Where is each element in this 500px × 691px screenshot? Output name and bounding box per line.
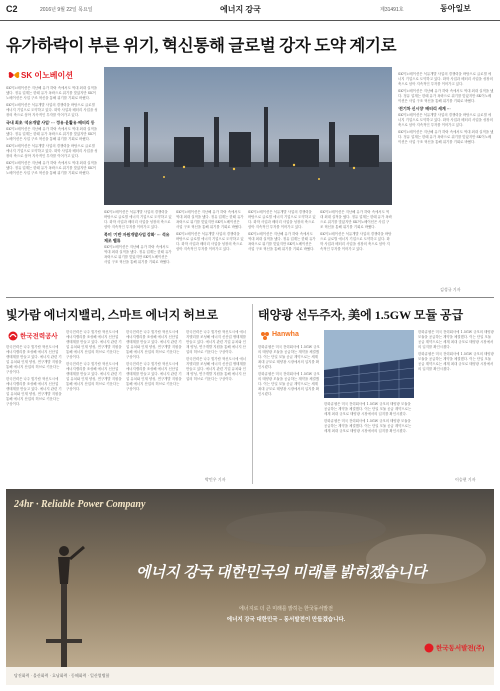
sk-column-mid-3 <box>248 210 316 290</box>
page-header <box>0 0 500 21</box>
sk-subhead-2: 북미 '기반 자원개발사업 강화' ··· 석유 제조 벨류 <box>104 232 170 243</box>
sk-butterfly-icon <box>8 70 20 80</box>
sk-subhead-1: 국내 최초 '석유개발 사업' ··· 정유·윤활유·배터리 등 <box>6 120 95 125</box>
kepco-body-1b: 한국전력은 나주 빛가람 혁신도시에 에너지밸리를 조성해 에너지 신산업 생태계를 만들고 있다. 에너지 관련 기업 유치와 인재 양성, 연구개발 지원을 통해 에너지 산업의 허브로 키운다는 구상이다. <box>6 377 62 406</box>
sk-body-right-4: SK이노베이션은 지난해 유가 하락 속에서도 역대 최대 실적을 냈다. 정유 업계는 한때 유가 폭락으로 위기를 맞았지만 SK이노베이션은 사업 구조 혁신을 통해 위기를 기회로 바꿨다. <box>398 130 494 144</box>
sk-byline: 김성규 기자 <box>440 287 461 292</box>
solar-headline: 태양광 선두주자, 美에 1.5GW 모듈 공급 <box>258 308 464 322</box>
sk-body-left-5: SK이노베이션은 지난해 유가 하락 속에서도 역대 최대 실적을 냈다. 정유 업계는 한때 유가 폭락으로 위기를 맞았지만 SK이노베이션은 사업 구조 혁신을 통해 위기를 기회로 바꿨다. <box>6 161 98 175</box>
solar-column-1 <box>258 345 320 480</box>
section-divider <box>6 297 494 298</box>
kepco-body-2b: 한국전력은 나주 빛가람 혁신도시에 에너지밸리를 조성해 에너지 신산업 생태계를 만들고 있다. 에너지 관련 기업 유치와 인재 양성, 연구개발 지원을 통해 에너지 산업의 허브로 키운다는 구상이다. <box>66 362 122 391</box>
column-divider <box>252 304 253 484</box>
sk-body-left-4: SK이노베이션은 석유개발 사업의 경쟁력을 바탕으로 글로벌 에너지 기업으로 도약하고 있다. 화학 사업과 배터리 사업을 성장의 축으로 삼아 지속적인 투자를 이어가고 있다. <box>6 144 98 158</box>
solar-body-1: 한화큐셀은 미국 전력회사에 1.5GW 규모의 태양광 모듈을 공급하는 계약을 체결했다. 이는 단일 모듈 공급 계약으로는 세계 최대 규모로 태양광 시장에서의 입지를 확인시켰다. <box>258 345 320 369</box>
solar-body-2: 한화큐셀은 미국 전력회사에 1.5GW 규모의 태양광 모듈을 공급하는 계약을 체결했다. 이는 단일 모듈 공급 계약으로는 세계 최대 규모로 태양광 시장에서의 입지를 확인시켰다. <box>324 402 412 416</box>
ad-background <box>6 489 494 685</box>
sk-body-mid-1b: SK이노베이션은 지난해 유가 하락 속에서도 역대 최대 실적을 냈다. 정유 업계는 한때 유가 폭락으로 위기를 맞았지만 SK이노베이션은 사업 구조 혁신을 통해 위기를 기회로 바꿨다. <box>104 245 172 264</box>
sk-body-mid-2: SK이노베이션은 지난해 유가 하락 속에서도 역대 최대 실적을 냈다. 정유 업계는 한때 유가 폭락으로 위기를 맞았지만 SK이노베이션은 사업 구조 혁신을 통해 위기를 기회로 바꿨다. <box>176 210 244 229</box>
sk-column-mid-1 <box>104 210 172 290</box>
kepco-column-2 <box>66 330 122 480</box>
sk-refinery-photo <box>104 67 392 205</box>
ad-copy-1: 에너지로 더 큰 미래를 밝히는 한국동서발전 <box>239 606 333 612</box>
ad-company-name: 한국동서발전(주) <box>436 645 485 652</box>
sk-body-right-2: SK이노베이션은 지난해 유가 하락 속에서도 역대 최대 실적을 냈다. 정유 업계는 한때 유가 폭락으로 위기를 맞았지만 SK이노베이션은 사업 구조 혁신을 통해 위기를 기회로 바꿨다. <box>398 89 494 103</box>
sk-body-mid-2b: SK이노베이션은 석유개발 사업의 경쟁력을 바탕으로 글로벌 에너지 기업으로 도약하고 있다. 화학 사업과 배터리 사업을 성장의 축으로 삼아 지속적인 투자를 이어가고 있다. <box>176 232 244 251</box>
hanwha-logo <box>260 330 320 342</box>
kepco-body-4b: 한국전력은 나주 빛가람 혁신도시에 에너지밸리를 조성해 에너지 신산업 생태계를 만들고 있다. 에너지 관련 기업 유치와 인재 양성, 연구개발 지원을 통해 에너지 산업의 허브로 키운다는 구상이다. <box>186 357 246 381</box>
kepco-body-3b: 한국전력은 나주 빛가람 혁신도시에 에너지밸리를 조성해 에너지 신산업 생태계를 만들고 있다. 에너지 관련 기업 유치와 인재 양성, 연구개발 지원을 통해 에너지 산업의 허브로 키운다는 구상이다. <box>126 362 182 391</box>
sk-body-left: SK이노베이션은 지난해 유가 하락 속에서도 역대 최대 실적을 냈다. 정유 업계는 한때 유가 폭락으로 위기를 맞았지만 SK이노베이션은 사업 구조 혁신을 통해 위기를 기회로 바꿨다. <box>6 86 98 100</box>
sk-body-left-3: SK이노베이션은 지난해 유가 하락 속에서도 역대 최대 실적을 냈다. 정유 업계는 한때 유가 폭락으로 위기를 맞았지만 SK이노베이션은 사업 구조 혁신을 통해 위기를 기회로 바꿨다. <box>6 127 98 141</box>
solar-byline: 이승현 기자 <box>455 477 476 482</box>
section-title: 에너지 강국 <box>220 5 261 14</box>
kepco-body-2: 한국전력은 나주 빛가람 혁신도시에 에너지밸리를 조성해 에너지 신산업 생태계를 만들고 있다. 에너지 관련 기업 유치와 인재 양성, 연구개발 지원을 통해 에너지 산업의 허브로 키운다는 구상이다. <box>66 330 122 359</box>
solar-column-3 <box>418 330 494 480</box>
sk-headline: 유가하락이 부른 위기, 혁신통해 글로벌 강자 도약 계기로 <box>6 36 397 55</box>
kepco-logo-text: 한국전력공사 <box>20 333 58 340</box>
kepco-logo-icon <box>8 331 18 341</box>
ad-copy-2: 에너지 강국 대한민국 – 동서발전이 만들겠습니다. <box>226 617 346 623</box>
solar-body-3: 한화큐셀은 미국 전력회사에 1.5GW 규모의 태양광 모듈을 공급하는 계약을 체결했다. 이는 단일 모듈 공급 계약으로는 세계 최대 규모로 태양광 시장에서의 입지를 확인시켰다. <box>418 330 494 349</box>
hanwha-logo-icon <box>260 331 270 341</box>
solar-body-2b: 한화큐셀은 미국 전력회사에 1.5GW 규모의 태양광 모듈을 공급하는 계약을 체결했다. 이는 단일 모듈 공급 계약으로는 세계 최대 규모로 태양광 시장에서의 입지를 확인시켰다. <box>324 419 412 433</box>
solar-panel-photo <box>324 330 414 398</box>
masthead: 동아일보 <box>440 4 471 13</box>
kepco-byline: 박민우 기자 <box>205 477 226 482</box>
ad-tagline: 24hr · Reliable Power Company <box>14 499 146 510</box>
kepco-column-3 <box>126 330 182 480</box>
kepco-headline: 빛가람 에너지밸리, 스마트 에너지 허브로 <box>6 308 219 322</box>
sk-logo-text: SK 이노베이션 <box>21 71 73 80</box>
sk-body-mid-3b: SK이노베이션은 지난해 유가 하락 속에서도 역대 최대 실적을 냈다. 정유 업계는 한때 유가 폭락으로 위기를 맞았지만 SK이노베이션은 사업 구조 혁신을 통해 위기를 기회로 바꿨다. <box>248 232 316 251</box>
sk-column-mid-4 <box>320 210 392 290</box>
sk-body-mid-4: SK이노베이션은 지난해 유가 하락 속에서도 역대 최대 실적을 냈다. 정유 업계는 한때 유가 폭락으로 위기를 맞았지만 SK이노베이션은 사업 구조 혁신을 통해 위기를 기회로 바꿨다. <box>320 210 392 229</box>
solar-body-1b: 한화큐셀은 미국 전력회사에 1.5GW 규모의 태양광 모듈을 공급하는 계약을 체결했다. 이는 단일 모듈 공급 계약으로는 세계 최대 규모로 태양광 시장에서의 입지를 확인시켰다. <box>258 372 320 396</box>
hanwha-logo-text: Hanwha <box>272 331 299 338</box>
sk-subhead-3: '전기차 신시장' 배터리 세계 ··· <box>398 106 451 111</box>
page-number: C2 <box>6 4 18 14</box>
sk-body-mid-4b: SK이노베이션은 석유개발 사업의 경쟁력을 바탕으로 글로벌 에너지 기업으로 도약하고 있다. 화학 사업과 배터리 사업을 성장의 축으로 삼아 지속적인 투자를 이어가고 있다. <box>320 232 392 251</box>
ad-slogan: 에너지 강국 대한민국의 미래를 밝히겠습니다 <box>136 565 427 581</box>
sk-body-right: SK이노베이션은 석유개발 사업의 경쟁력을 바탕으로 글로벌 에너지 기업으로 도약하고 있다. 화학 사업과 배터리 사업을 성장의 축으로 삼아 지속적인 투자를 이어가고 있다. <box>398 72 493 86</box>
sk-body-mid-1: SK이노베이션은 석유개발 사업의 경쟁력을 바탕으로 글로벌 에너지 기업으로 도약하고 있다. 화학 사업과 배터리 사업을 성장의 축으로 삼아 지속적인 투자를 이어가고 있다. <box>104 210 172 229</box>
sk-body-mid-3: SK이노베이션은 석유개발 사업의 경쟁력을 바탕으로 글로벌 에너지 기업으로 도약하고 있다. 화학 사업과 배터리 사업을 성장의 축으로 삼아 지속적인 투자를 이어가고 있다. <box>248 210 316 229</box>
advertisement <box>6 489 494 685</box>
sk-column-right <box>398 72 494 284</box>
ewp-logo-icon <box>424 643 434 653</box>
kepco-body-1: 한국전력은 나주 빛가람 혁신도시에 에너지밸리를 조성해 에너지 신산업 생태계를 만들고 있다. 에너지 관련 기업 유치와 인재 양성, 연구개발 지원을 통해 에너지 산업의 허브로 키운다는 구상이다. <box>6 345 62 374</box>
ad-footer: 당진화력 · 울산화력 · 호남화력 · 동해화력 · 일산열병합 <box>14 673 110 678</box>
solar-column-2 <box>324 402 414 480</box>
sk-body-left-2: SK이노베이션은 석유개발 사업의 경쟁력을 바탕으로 글로벌 에너지 기업으로 도약하고 있다. 화학 사업과 배터리 사업을 성장의 축으로 삼아 지속적인 투자를 이어가고 있다. <box>6 103 98 117</box>
issue-date: 2016년 9월 22일 목요일 <box>40 7 93 13</box>
solar-body-3b: 한화큐셀은 미국 전력회사에 1.5GW 규모의 태양광 모듈을 공급하는 계약을 체결했다. 이는 단일 모듈 공급 계약으로는 세계 최대 규모로 태양광 시장에서의 입지를 확인시켰다. <box>418 352 494 371</box>
kepco-body-4: 한국전력은 나주 빛가람 혁신도시에 에너지밸리를 조성해 에너지 신산업 생태계를 만들고 있다. 에너지 관련 기업 유치와 인재 양성, 연구개발 지원을 통해 에너지 산업의 허브로 키운다는 구상이다. <box>186 330 246 354</box>
sk-body-right-3: SK이노베이션은 석유개발 사업의 경쟁력을 바탕으로 글로벌 에너지 기업으로 도약하고 있다. 화학 사업과 배터리 사업을 성장의 축으로 삼아 지속적인 투자를 이어가고 있다. <box>398 113 493 127</box>
kepco-column-1 <box>6 345 62 480</box>
kepco-body-3: 한국전력은 나주 빛가람 혁신도시에 에너지밸리를 조성해 에너지 신산업 생태계를 만들고 있다. 에너지 관련 기업 유치와 인재 양성, 연구개발 지원을 통해 에너지 산업의 허브로 키운다는 구상이다. <box>126 330 182 359</box>
sk-logo <box>8 69 88 82</box>
issue-number: 제31491호 <box>380 7 404 13</box>
sk-column-mid-2 <box>176 210 244 290</box>
sk-column-left <box>6 86 98 291</box>
kepco-column-4 <box>186 330 248 480</box>
ad-company-logo <box>424 641 490 657</box>
